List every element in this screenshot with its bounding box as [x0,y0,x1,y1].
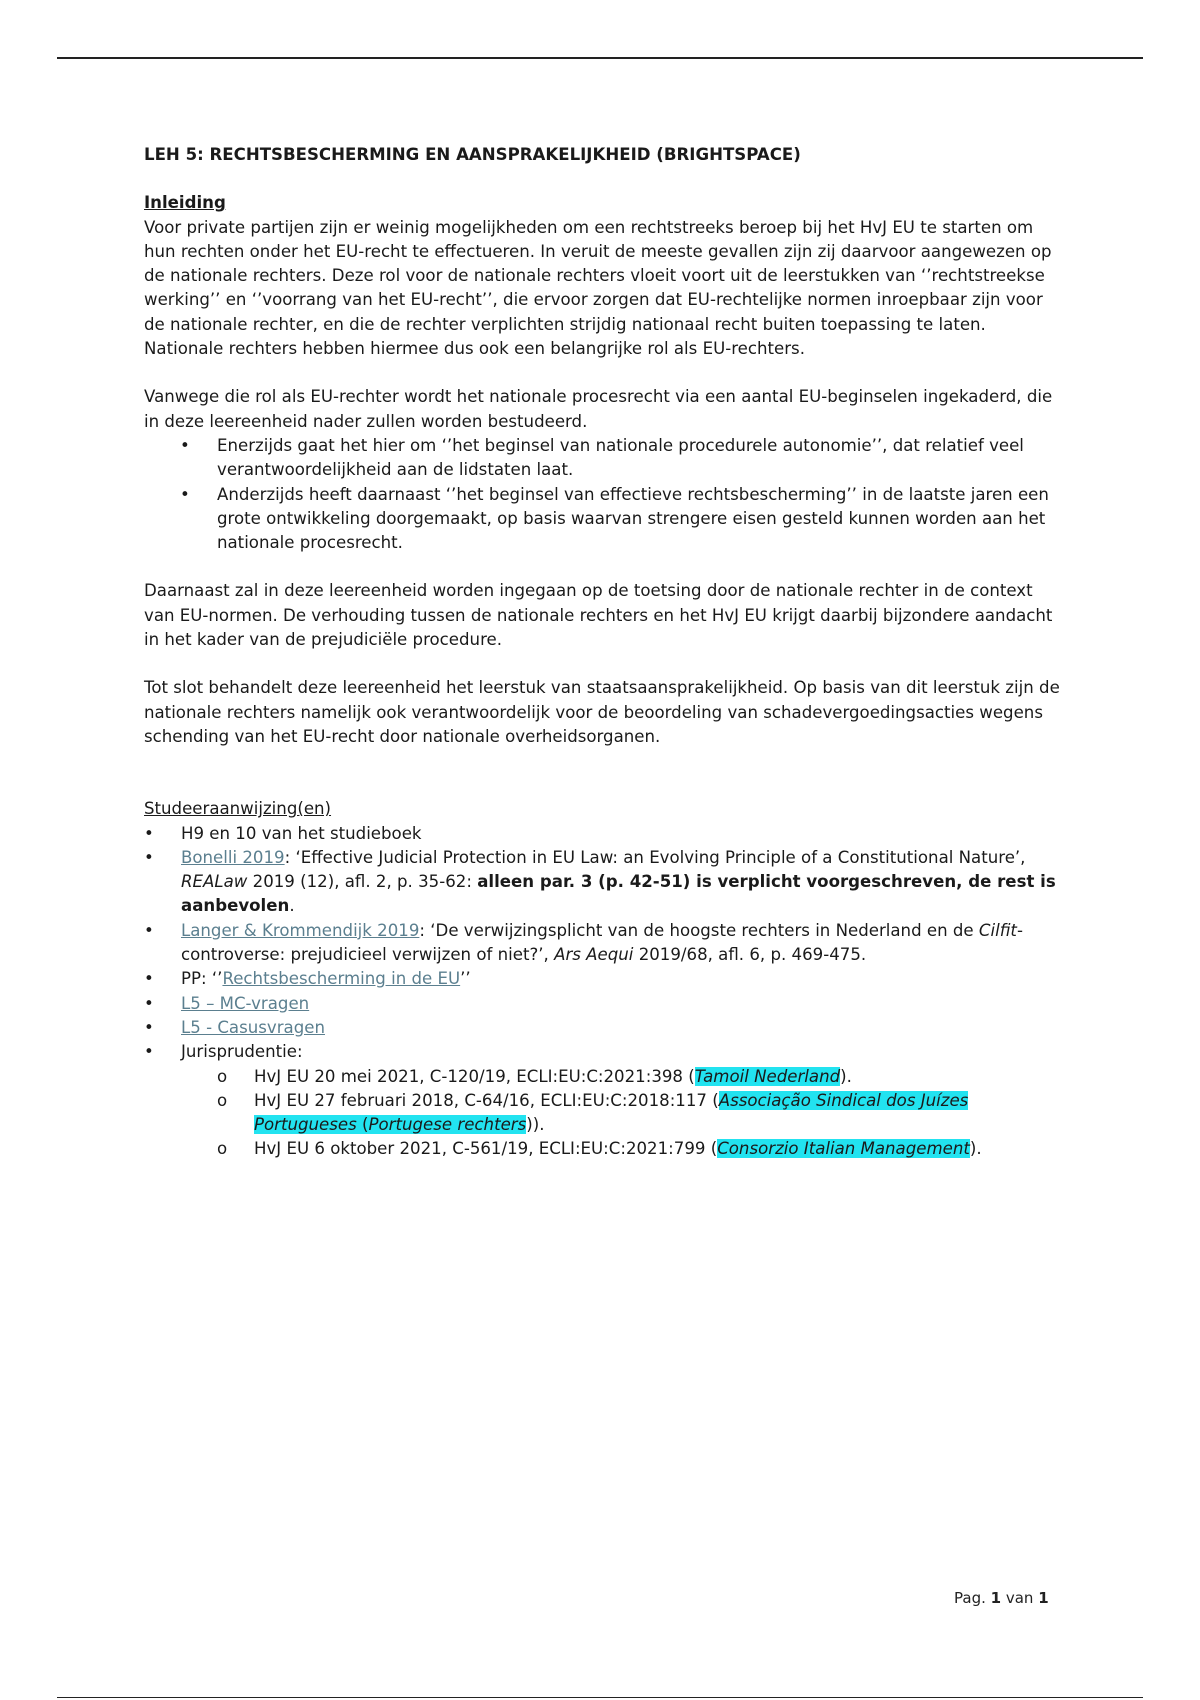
document-title: LEH 5: RECHTSBESCHERMING EN AANSPRAKELIJKHEID (BRIGHTSPACE) [144,145,801,164]
study-item-langer: • Langer & Krommendijk 2019: ‘De verwijzingsplicht van de hoogste rechters in Nederland en de Cilfit-controverse: prejudicieel verwijzen of niet?’, Ars Aequi 2019/68, afl. 6, p. 469-475. [144,919,1064,968]
study-list [144,822,1064,1162]
case-name-highlight: Associação Sindical dos Juízes Portugueses [254,1090,969,1135]
intro-bullet-list [144,434,1064,555]
intro-paragraph-2: Vanwege die rol als EU-rechter wordt het nationale procesrecht via een aantal EU-beginselen ingekaderd, die in deze leereenheid nader zullen worden bestudeerd. [144,387,1053,431]
case-name-highlight: Tamoil Nederland [694,1066,841,1086]
header-rule [57,57,1143,59]
study-item-mc [144,992,1064,1016]
study-item-jurisprudence: • Jurisprudentie: o HvJ EU 20 mei 2021, C-120/19, ECLI:EU:C:2021:398 (Tamoil Nederland). o HvJ EU 27 februari 2018, C-64/16, ECLI:EU:C:2018:117 (Associação Sindical dos Juízes Portugueses (Portugese rechters)). o HvJ EU 6 oktober 2021, C-561/19, ECLI:EU:C:2021:799 (Consorzio Italian Management). [144,1040,1064,1161]
case-item-tamoil: o HvJ EU 20 mei 2021, C-120/19, ECLI:EU:C:2021:398 (Tamoil Nederland). [144,1065,1064,1089]
case-questions-link[interactable]: L5 - Casusvragen [181,1017,325,1037]
case-alt-name-highlight: Portugese rechters [368,1115,527,1135]
mc-questions-link[interactable]: L5 – MC-vragen [181,993,310,1013]
list-item: • Enerzijds gaat het hier om ‘’het beginsel van nationale procedurele autonomie’’, dat relatief veel verantwoordelijkheid aan de lidstaten laat. [144,434,1064,483]
study-heading: Studeeraanwijzing(en) [144,799,332,819]
case-list [181,1065,1064,1162]
study-item-textbook: • H9 en 10 van het studieboek [144,822,1064,846]
pp-link[interactable]: Rechtsbescherming in de EU [222,969,461,989]
study-item-bonelli: • Bonelli 2019: ‘Effective Judicial Protection in EU Law: an Evolving Principle of a Constitutional Nature’, REALaw 2019 (12), afl. 2, p. 35-62: alleen par. 3 (p. 42-51) is verplicht voorgeschreven, de rest is aanbevolen. [144,846,1064,919]
list-item: • Anderzijds heeft daarnaast ‘’het beginsel van effectieve rechtsbescherming’’ in de laatste jaren een grote ontwikkeling doorgemaakt, op basis waarvan strengere eisen gesteld kunnen worden aan het nationale procesrecht. [144,483,1064,556]
study-item-pp: • PP: ‘’Rechtsbescherming in de EU’’ [144,967,1064,991]
langer-link[interactable]: Langer & Krommendijk 2019 [181,920,420,940]
intro-heading: Inleiding [144,193,226,213]
document-body [144,143,1064,1162]
intro-paragraph-1: Voor private partijen zijn er weinig mogelijkheden om een rechtstreeks beroep bij het HvJ EU te starten om hun rechten onder het EU-recht te effectueren. In veruit de meeste gevallen zijn zij daarvoor aangewezen op de nationale rechters. Deze rol voor de nationale rechters vloeit voort uit de leerstukken van ‘’rechtstreekse werking’’ en ‘’voorrang van het EU-recht’’, die ervoor zorgen dat EU-rechtelijke normen inroepbaar zijn voor de nationale rechter, en die de rechter verplichten strijdig nationaal recht buiten toepassing te laten. Nationale rechters hebben hiermee dus ook een belangrijke rol als EU-rechters. [144,217,1052,359]
case-name-highlight: Consorzio Italian Management [717,1139,970,1159]
case-item-consorzio: o HvJ EU 6 oktober 2021, C-561/19, ECLI:EU:C:2021:799 (Consorzio Italian Management). [144,1137,1064,1161]
study-item-casus [144,1016,1064,1040]
footer-rule [57,1697,1143,1698]
required-reading-note: alleen par. 3 (p. 42-51) is verplicht voorgeschreven, de rest is aanbevolen [181,872,1056,916]
intro-paragraph-3: Daarnaast zal in deze leereenheid worden ingegaan op de toetsing door de nationale rechter in de context van EU-normen. De verhouding tussen de nationale rechters en het HvJ EU krijgt daarbij bijzondere aandacht in het kader van de prejudiciële procedure. [144,581,1053,650]
page-number: Pag. 1 van 1 [954,1589,1049,1607]
case-item-portugese-rechters: o HvJ EU 27 februari 2018, C-64/16, ECLI:EU:C:2018:117 (Associação Sindical dos Juízes Portugueses (Portugese rechters)). [144,1089,1064,1138]
bonelli-link[interactable]: Bonelli 2019 [181,847,285,867]
intro-paragraph-4: Tot slot behandelt deze leereenheid het leerstuk van staatsaansprakelijkheid. Op basis van dit leerstuk zijn de nationale rechters namelijk ook verantwoordelijk voor de beoordeling van schadevergoedingsacties wegens schending van het EU-recht door nationale overheidsorganen. [144,678,1060,746]
